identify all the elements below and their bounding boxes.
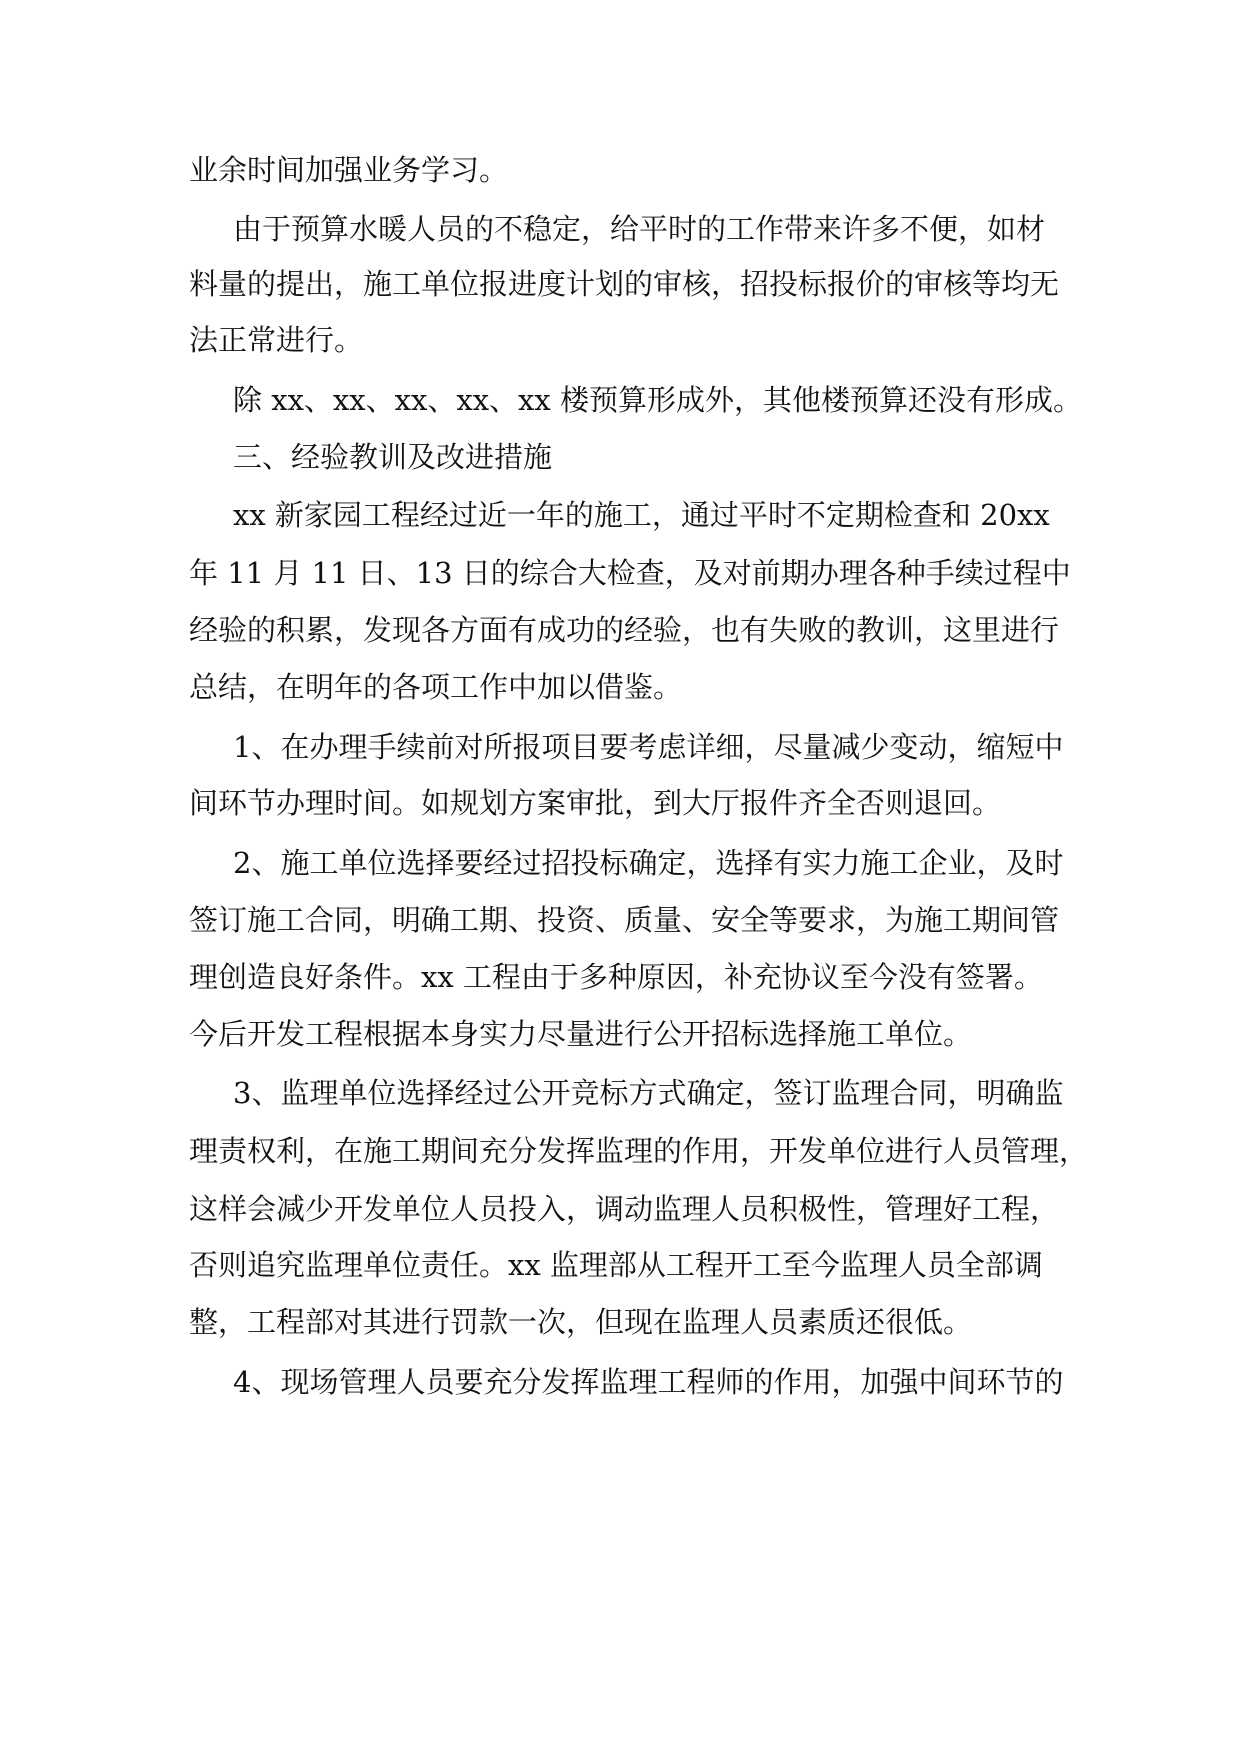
text-line: 法正常进行。: [189, 323, 364, 357]
text-line: 业余时间加强业务学习。: [189, 153, 509, 187]
text-line: 否则追究监理单位责任。xx 监理部从工程开工至今监理人员全部调: [189, 1248, 1043, 1282]
text-line: 理责权利，在施工期间充分发挥监理的作用，开发单位进行人员管理，: [189, 1134, 1089, 1168]
paragraph-first-line: 2、施工单位选择要经过招投标确定，选择有实力施工企业，及时: [233, 846, 1064, 880]
text-line: 间环节办理时间。如规划方案审批，到大厅报件齐全否则退回。: [189, 786, 1002, 820]
text-line: 总结，在明年的各项工作中加以借鉴。: [189, 670, 683, 704]
paragraph-first-line: 由于预算水暖人员的不稳定，给平时的工作带来许多不便，如材: [233, 212, 1046, 246]
paragraph-first-line: 4、现场管理人员要充分发挥监理工程师的作用，加强中间环节的: [233, 1365, 1064, 1399]
text-line: 这样会减少开发单位人员投入，调动监理人员积极性，管理好工程，: [189, 1192, 1060, 1226]
paragraph-first-line: 3、监理单位选择经过公开竞标方式确定，签订监理合同，明确监: [233, 1076, 1064, 1110]
section-heading: 三、经验教训及改进措施: [233, 440, 553, 474]
text-line: 年 11 月 11 日、13 日的综合大检查，及对前期办理各种手续过程中: [189, 556, 1071, 590]
paragraph-first-line: 除 xx、xx、xx、xx、xx 楼预算形成外，其他楼预算还没有形成。: [233, 383, 1082, 417]
paragraph-first-line: xx 新家园工程经过近一年的施工，通过平时不定期检查和 20xx: [233, 498, 1050, 532]
text-line: 签订施工合同，明确工期、投资、质量、安全等要求，为施工期间管: [189, 903, 1060, 937]
paragraph-first-line: 1、在办理手续前对所报项目要考虑详细，尽量减少变动，缩短中: [233, 730, 1064, 764]
text-line: 料量的提出，施工单位报进度计划的审核，招投标报价的审核等均无: [189, 267, 1060, 301]
text-line: 整，工程部对其进行罚款一次，但现在监理人员素质还很低。: [189, 1305, 973, 1339]
text-line: 今后开发工程根据本身实力尽量进行公开招标选择施工单位。: [189, 1017, 973, 1051]
text-line: 理创造良好条件。xx 工程由于多种原因，补充协议至今没有签署。: [189, 960, 1043, 994]
text-line: 经验的积累，发现各方面有成功的经验，也有失败的教训，这里进行: [189, 613, 1060, 647]
